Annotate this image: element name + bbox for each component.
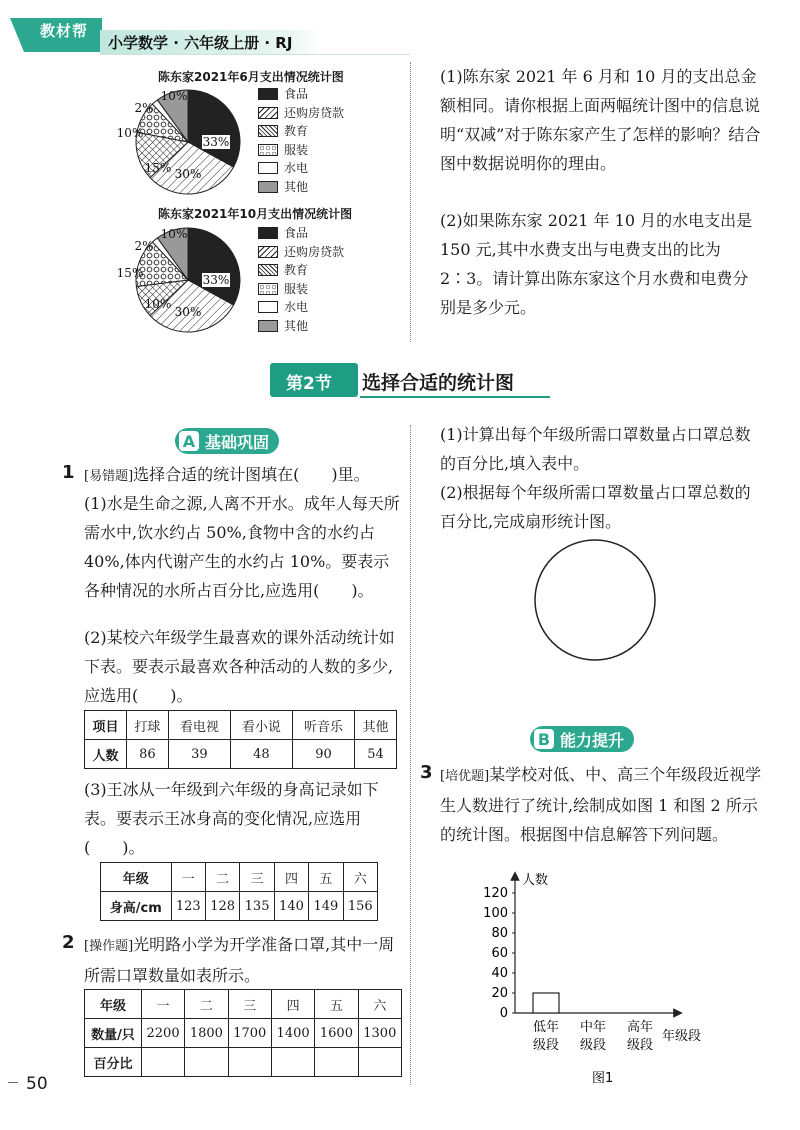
x-category-label: 中年	[579, 1020, 607, 1035]
table-cell: 看小说	[230, 711, 292, 740]
table-cell: 项目	[85, 711, 127, 740]
y-tick-label: 60	[491, 946, 508, 961]
y-tick-label: 120	[483, 886, 508, 901]
table-cell: 128	[205, 892, 239, 921]
table-cell[interactable]	[228, 1048, 271, 1077]
table-cell[interactable]	[358, 1048, 401, 1077]
table-cell: 六	[358, 990, 401, 1019]
table-cell: 86	[126, 740, 168, 769]
table-cell: 五	[315, 990, 358, 1019]
pie-slice-label: 33%	[202, 135, 230, 149]
table-cell: 140	[274, 892, 308, 921]
header-rule	[100, 54, 410, 55]
table-cell: 54	[355, 740, 397, 769]
right-q2-text: (2)如果陈东家 2021 年 10 月的水电支出是 150 元,其中水费支出与电费支出的比为 2∶3。请计算出陈东家这个月水费和电费分别是多少元。	[440, 211, 753, 317]
table-cell: 身高/cm	[101, 892, 172, 921]
bar-title: 图1	[592, 1071, 614, 1086]
pie1-title: 陈东家2021年6月支出情况统计图	[158, 70, 344, 84]
table-cell: 1400	[271, 1019, 314, 1048]
table-cell[interactable]	[271, 1048, 314, 1077]
table-cell: 五	[309, 863, 343, 892]
legend-item: 服装	[258, 141, 344, 160]
table-cell: 年级	[85, 990, 142, 1019]
q1-number: 1	[62, 462, 75, 483]
pie1-legend	[258, 85, 344, 196]
y-tick-label: 100	[483, 906, 508, 921]
q1-stem-line	[84, 460, 404, 491]
y-tick-label: 20	[491, 986, 508, 1001]
column-divider-bottom	[410, 425, 411, 1085]
table-cell: 90	[292, 740, 354, 769]
x-category-label: 级段	[579, 1038, 607, 1053]
legend-item: 其他	[258, 178, 344, 197]
table-cell: 百分比	[85, 1048, 142, 1077]
pie-slice-label: 30%	[174, 167, 202, 181]
q3-tag: [培优题]	[440, 769, 490, 784]
pie-slice-label: 15%	[144, 161, 172, 175]
height-table	[100, 862, 378, 921]
pie-slice-label: 10%	[144, 297, 172, 311]
bar-xlabel: 年级段	[662, 1029, 702, 1044]
x-category-label: 级段	[626, 1038, 654, 1053]
pie-slice-label: 10%	[160, 89, 188, 103]
table-cell: 三	[228, 990, 271, 1019]
pie-slice-label: 2%	[134, 101, 154, 115]
table-cell[interactable]	[315, 1048, 358, 1077]
q2-sub1: (1)计算出每个年级所需口罩数量占口罩总数的百分比,填入表中。	[440, 425, 751, 473]
table-cell: 1700	[228, 1019, 271, 1048]
table-cell: 2200	[141, 1019, 184, 1048]
table-cell: 打球	[126, 711, 168, 740]
q3-number: 3	[420, 762, 433, 783]
table-cell: 四	[274, 863, 308, 892]
section-badge: 第2节	[286, 374, 332, 394]
table-cell: 其他	[355, 711, 397, 740]
table-cell: 数量/只	[85, 1019, 142, 1048]
legend-item: 食品	[258, 224, 344, 243]
q2-number: 2	[62, 932, 75, 953]
legend-item: 水电	[258, 298, 344, 317]
part-a-letter: A	[179, 431, 199, 451]
right-q1-text: (1)陈东家 2021 年 6 月和 10 月的支出总金额相同。请你根据上面两幅统计图中的信息说明“双减”对于陈东家产生了怎样的影响？结合图中数据说明你的理由。	[440, 67, 761, 173]
pie2-title: 陈东家2021年10月支出情况统计图	[158, 207, 353, 221]
table-cell: 年级	[101, 863, 172, 892]
legend-item: 还购房贷款	[258, 243, 344, 262]
legend-item: 还购房贷款	[258, 104, 344, 123]
header-badge: 教材帮	[40, 22, 89, 40]
x-category-label: 低年	[532, 1020, 560, 1035]
q3-stem: 某学校对低、中、高三个年级段近视学生人数进行了统计,绘制成如图 1 和图 2 所示的统计图。根据图中信息解答下列问题。	[440, 765, 762, 844]
table-cell: 39	[168, 740, 230, 769]
table-cell: 48	[230, 740, 292, 769]
table-cell[interactable]	[185, 1048, 228, 1077]
q1-part1: (1)水是生命之源,人离不开水。成年人每天所需水中,饮水约占 50%,食物中含的水约占 40%,体内代谢产生的水约占 10%。要表示各种情况的水所占百分比,应选用( )。	[84, 494, 400, 600]
bar-chart	[470, 868, 730, 1086]
y-tick-label: 80	[491, 926, 508, 941]
page-number: 50	[26, 1074, 48, 1094]
table-cell: 四	[271, 990, 314, 1019]
y-tick-label: 0	[499, 1006, 508, 1021]
table-cell: 听音乐	[292, 711, 354, 740]
empty-pie-circle[interactable]	[530, 535, 660, 665]
table-cell: 一	[141, 990, 184, 1019]
q1-part3: (3)王冰从一年级到六年级的身高记录如下表。要表示王冰身高的变化情况,应选用( )。	[84, 780, 379, 857]
table-cell: 156	[343, 892, 377, 921]
section-underline	[360, 396, 550, 398]
q1-part2: (2)某校六年级学生最喜欢的课外活动统计如下表。要表示最喜欢各种活动的人数的多少,应选用( )。	[84, 628, 395, 705]
table-cell: 二	[185, 990, 228, 1019]
table-cell: 1300	[358, 1019, 401, 1048]
q2-stem-line	[84, 930, 404, 990]
pie-slice-label: 30%	[174, 305, 202, 319]
pie-slice-label: 15%	[116, 266, 144, 280]
table-cell: 六	[343, 863, 377, 892]
table-cell[interactable]	[141, 1048, 184, 1077]
legend-item: 教育	[258, 261, 344, 280]
activity-table	[84, 710, 397, 769]
table-cell: 二	[205, 863, 239, 892]
table-cell: 一	[171, 863, 205, 892]
legend-item: 食品	[258, 85, 344, 104]
x-category-label: 高年	[626, 1020, 654, 1035]
q2-sub2: (2)根据每个年级所需口罩数量占口罩总数的百分比,完成扇形统计图。	[440, 483, 751, 531]
part-b-label: 能力提升	[560, 730, 625, 750]
section-title: 选择合适的统计图	[362, 372, 515, 394]
table-cell: 123	[171, 892, 205, 921]
y-tick-label: 40	[491, 966, 508, 981]
legend-item: 水电	[258, 159, 344, 178]
column-divider-top	[410, 62, 411, 342]
mask-table	[84, 989, 402, 1077]
page-rule	[8, 1082, 18, 1083]
q2-stem: 光明路小学为开学准备口罩,其中一周所需口罩数量如表所示。	[84, 935, 395, 985]
part-a-pill	[175, 428, 279, 454]
part-b-letter: B	[534, 729, 554, 749]
pie2-chart	[108, 222, 253, 334]
legend-item: 服装	[258, 280, 344, 299]
legend-item: 其他	[258, 317, 344, 336]
q1-stem: 选择合适的统计图填在( )里。	[133, 465, 370, 484]
pie-slice-label: 10%	[160, 227, 188, 241]
table-cell: 1800	[185, 1019, 228, 1048]
table-cell: 看电视	[168, 711, 230, 740]
x-category-label: 级段	[532, 1038, 560, 1053]
legend-item: 教育	[258, 122, 344, 141]
table-cell: 三	[240, 863, 274, 892]
pie2-legend	[258, 224, 344, 335]
pie-slice-label: 2%	[134, 239, 154, 253]
bar	[533, 993, 559, 1013]
pie1-chart	[108, 84, 253, 196]
bar-ylabel: 人数	[522, 873, 549, 888]
table-cell: 1600	[315, 1019, 358, 1048]
header-title: 小学数学 · 六年级上册 · RJ	[108, 34, 293, 52]
part-b-pill	[530, 726, 634, 752]
q3-stem-block	[440, 760, 770, 849]
pie-slice-label: 10%	[116, 126, 144, 140]
table-cell: 135	[240, 892, 274, 921]
pie-slice-label: 33%	[202, 273, 230, 287]
table-cell: 149	[309, 892, 343, 921]
part-a-label: 基础巩固	[205, 432, 270, 452]
table-cell: 人数	[85, 740, 127, 769]
q2-tag: [操作题]	[84, 939, 134, 954]
q1-tag: [易错题]	[84, 469, 134, 484]
